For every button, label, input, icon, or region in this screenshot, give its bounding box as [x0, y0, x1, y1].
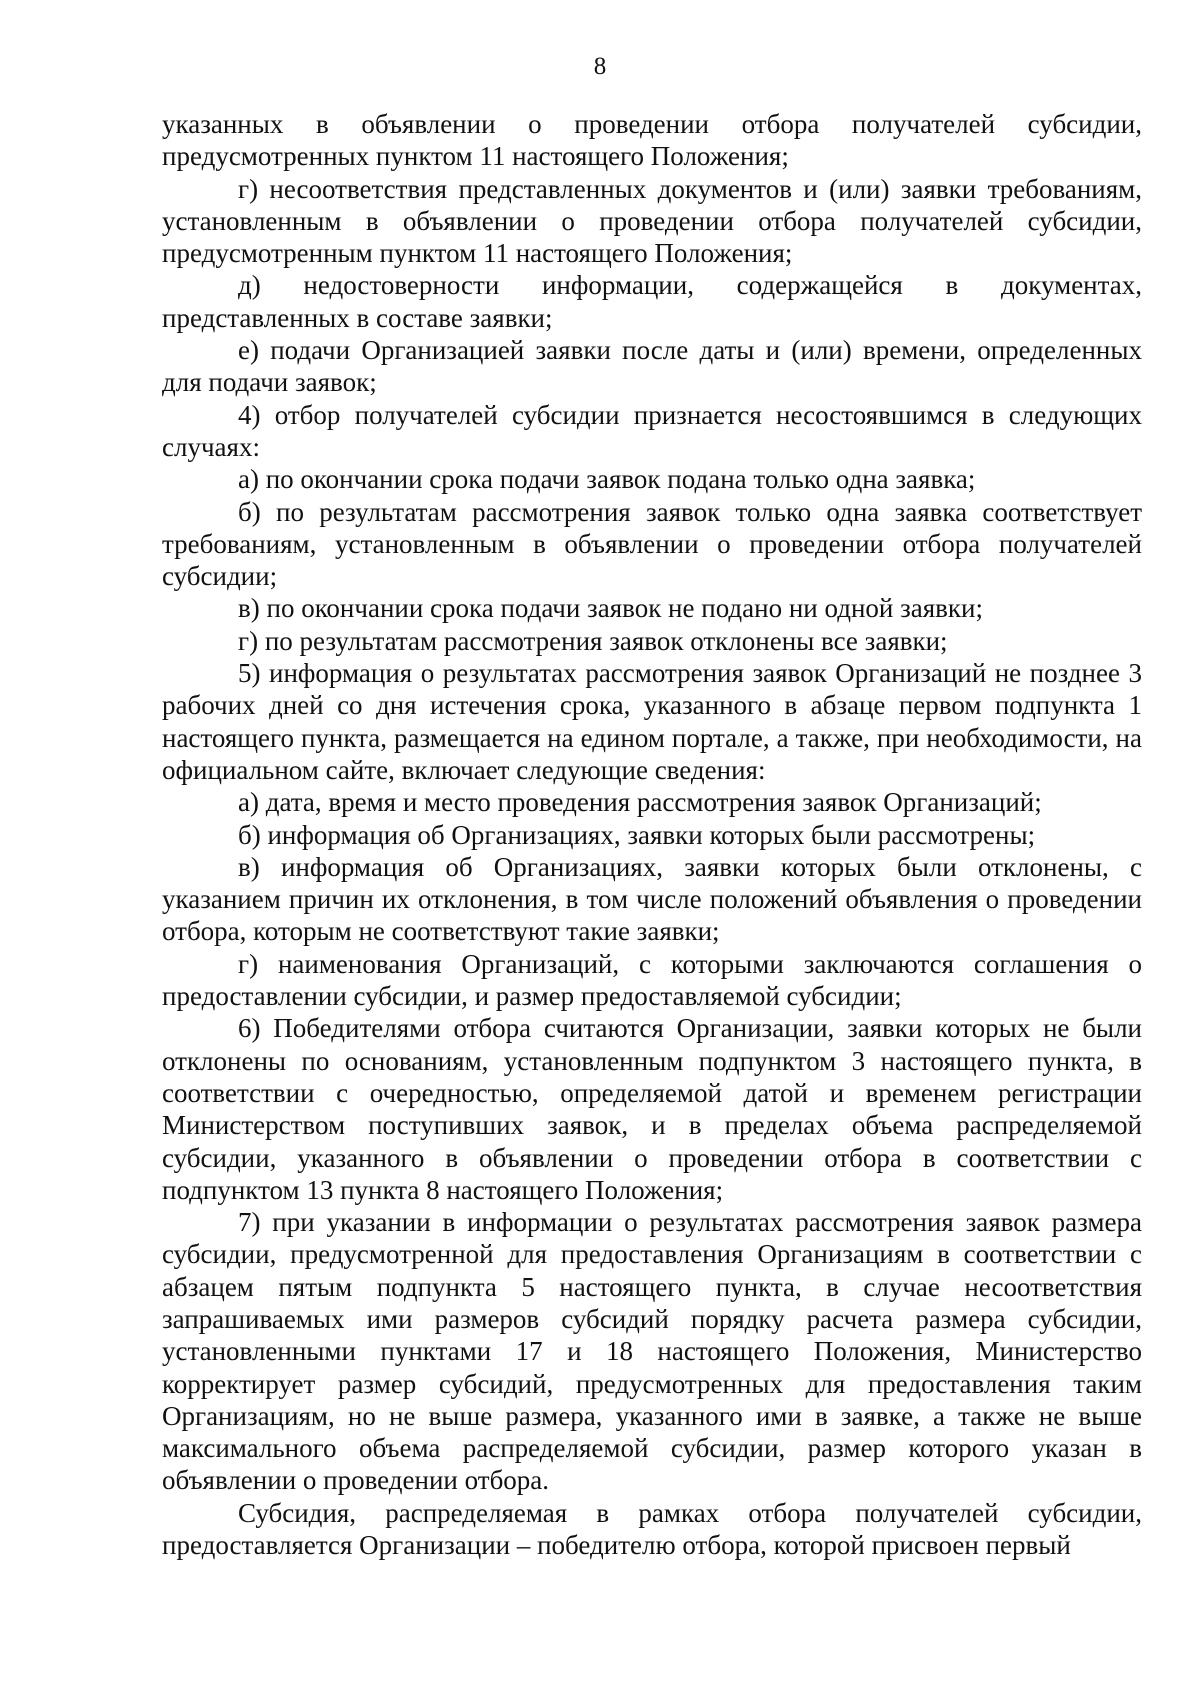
- paragraph-item-5a: а) дата, время и место проведения рассмотрения заявок Организаций;: [238, 787, 1042, 818]
- paragraph-item-e: е) подачи Организацией заявки после даты и (или) времени, определенных для подачи заявок;: [162, 335, 1142, 398]
- paragraph-item-7: 7) при указании в информации о результатах рассмотрения заявок размера субсидии, предусмотренной для предоставления Организациям в соответствии с абзацем пятым подпункта 5 настоящего пункта, в случае несоответствия запрашиваемых ими размеров субсидий порядку расчета размера субсидии, установленными пунктами 17 и 18 настоящего Положения, Министерство корректирует размер субсидий, предусмотренных для предоставления таким Организациям, но не выше размера, указанного ими в заявке, а также не выше максимального объема распределяемой субсидии, размер которого указан в объявлении о проведении отбора.: [162, 1207, 1142, 1496]
- paragraph-item-4a: а) по окончании срока подачи заявок подана только одна заявка;: [238, 464, 976, 495]
- document-body: [162, 108, 1142, 1561]
- paragraph-item-g: г) несоответствия представленных документов и (или) заявки требованиям, установленным в объявлении о проведении отбора получателей субсидии, предусмотренным пунктом 11 настоящего Положения;: [162, 173, 1142, 269]
- page-number: 8: [593, 53, 607, 80]
- paragraph-continuation: указанных в объявлении о проведении отбора получателей субсидии, предусмотренных пунктом 11 настоящего Положения;: [162, 109, 1142, 172]
- paragraph-item-5b: б) информация об Организациях, заявки которых были рассмотрены;: [238, 819, 1036, 850]
- paragraph-item-5g: г) наименования Организаций, с которыми заключаются соглашения о предоставлении субсидии, и размер предоставляемой субсидии;: [162, 948, 1142, 1012]
- paragraph-item-6: 6) Победителями отбора считаются Организации, заявки которых не были отклонены по основаниям, установленным подпунктом 3 настоящего пункта, в соответствии с очередностью, определяемой датой и временем регистрации Министерством поступивших заявок, и в пределах объема распределяемой субсидии, указанного в объявлении о проведении отбора в соответствии с подпунктом 13 пункта 8 настоящего Положения;: [162, 1013, 1142, 1205]
- paragraph-item-5v: в) информация об Организациях, заявки которых были отклонены, с указанием причин их отклонения, в том числе положений объявления о проведении отбора, которым не соответствуют такие заявки;: [162, 851, 1142, 947]
- paragraph-item-4v: в) по окончании срока подачи заявок не подано ни одной заявки;: [238, 593, 983, 624]
- paragraph-item-4b: б) по результатам рассмотрения заявок только одна заявка соответствует требованиям, установленным в объявлении о проведении отбора получателей субсидии;: [162, 496, 1142, 592]
- paragraph-item-d: д) недостоверности информации, содержащейся в документах, представленных в составе заявки;: [162, 270, 1142, 333]
- paragraph-subsidy: Субсидия, распределяемая в рамках отбора получателей субсидии, предоставляется Организации – победителю отбора, которой присвоен первый: [162, 1497, 1142, 1561]
- paragraph-item-5: 5) информация о результатах рассмотрения заявок Организаций не позднее 3 рабочих дней со дня истечения срока, указанного в абзаце первом подпункта 1 настоящего пункта, размещается на едином портале, а также, при необходимости, на официальном сайте, включает следующие сведения:: [162, 658, 1142, 785]
- paragraph-item-4: 4) отбор получателей субсидии признается несостоявшимся в следующих случаях:: [162, 399, 1142, 462]
- paragraph-item-4g: г) по результатам рассмотрения заявок отклонены все заявки;: [238, 625, 948, 656]
